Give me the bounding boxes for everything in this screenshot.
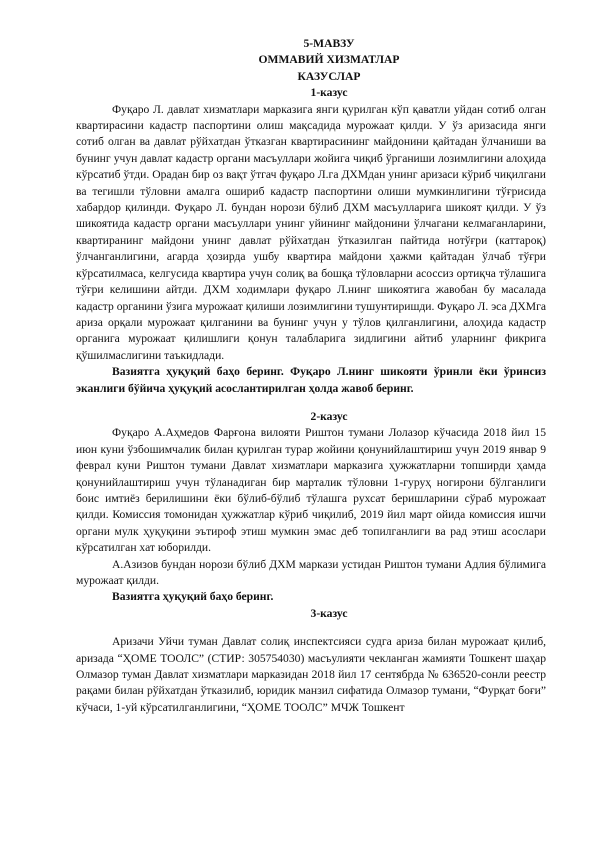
case-1-body: Фуқаро Л. давлат хизматлари марказига янги қурилган кўп қаватли уйдан сотиб олган квартирасини кадастр паспортини олиш мақсадида мурожаат қилди. У ўз аризасида янги сотиб олган ва давлат рўйхатдан ўтказган квартирасининг майдонини қайтадан ўлчаниши ва бунинг учун давлат кадастр органи масъуллари жойига чиқиб ўрганиши лозимлигини алоҳида кўрсатиб ўтди. Орадан бир оз вақт ўтгач фуқаро Л.га ДХМдан унинг аризаси кўриб чиқилгани ва тегишли тўловни амалга ошириб кадастр паспортини олиши мумкинлигини тўғрисида хабардор қилинди. Фуқаро Л. бундан норози бўлиб ДХМ масъулларига шикоят қилди. У ўз шикоятида кадастр органи масъуллари унинг уйининг майдонини ўлчагани келмаганларини, квартиранинг майдони унинг давлат рўйхатдан ўтказилган пайтида нотўғри (каттароқ) ўлчанганлигини, агарда ҳозирда ушбу квартира майдони ҳажми қайтадан ўлчаб тўғри кўрсатилмаса, келгусида квартира учун солиқ ва бошқа тўловларни асоссиз ортиқча тўлашига тўғри келишини айтди. ДХМ ходимлари фуқаро Л.нинг шикоятига жавобан бу масалада кадастр органини ўзига мурожаат қилиши лозимлигини тушунтиришди. Фуқаро Л. эса ДХМга ариза орқали мурожаат қилганини ва бунинг учун у тўлов қилганлигини, алоҳида кадастр органига мурожаат қилишлиги қонун талабларига зидлигини айтиб уларнинг фикрига қўшилмаслигини таъкидлади. — [76, 102, 546, 362]
case-2-body-2: А.Азизов бундан норози бўлиб ДХМ маркази устидан Риштон тумани Адлия бўлимига мурожаат қилди. — [76, 557, 546, 587]
topic-number: 5-МАВЗУ — [303, 37, 355, 50]
case-1 — [76, 85, 546, 397]
document-title: ОММАВИЙ ХИЗМАТЛАР — [258, 53, 400, 67]
case-1-heading: 1-казус — [310, 86, 348, 100]
case-2-body-1: Фуқаро А.Аҳмедов Фарғона вилояти Риштон тумани Лолазор кўчасида 2018 йил 15 июн куни ўзбошимчалик билан қурилган турар жойини қонунийлаштириш учун 2019 январ 9 феврал куни Риштон тумани Давлат хизматлари марказига ҳужжатларни топширди ҳамда қонунийлаштириш учун тўланадиган бир марталик тўловни 1-гуруҳ ногирони бўлганлиги боис имтиёз берилишини ёки бўлиб-бўлиб тўлашга рухсат беришларини сўраб мурожаат қилди. Комиссия томонидан ҳужжатлар кўриб чиқилиб, 2019 йил март ойида комиссия ишчи органи мулк ҳуқуқини эътироф этиш мумкин эмас деб топилганлиги ва рад этиш асослари кўрсатилган хат юборилди. — [76, 426, 546, 555]
case-3-heading: 3-казус — [310, 606, 348, 620]
section-spacer — [76, 397, 546, 409]
case-3 — [76, 606, 546, 716]
case-2 — [76, 409, 546, 606]
case-1-task: Вазиятга ҳуқуқий баҳо беринг. Фуқаро Л.нинг шикояти ўринли ёки ўринсиз эканлиги бўйича ҳуқуқий асослантирилган ҳолда жавоб беринг. — [76, 365, 546, 395]
case-2-heading: 2-казус — [310, 409, 348, 423]
case-3-body: Аризачи Уйчи туман Давлат солиқ инспектсияси судга ариза билан мурожаат қилиб, аризада “ҲОМЕ ТООЛС” (СТИР: 305754030) масъулияти чекланган жамияти Тошкент шаҳар Олмазор туман Давлат хизматлари марказидан 2018 йил 17 сентябрда № 636520-сонли реестр рақами билан рўйхатдан ўтказилиб, юридик манзил сифатида Олмазор тумани, “Фурқат боғи” кўчаси, 1-уй кўрсатилганлигини, “ҲОМЕ ТООЛС” МЧЖ Тошкент — [76, 635, 546, 714]
case-2-task: Вазиятга ҳуқуқий баҳо беринг. — [112, 590, 274, 604]
document-subtitle: КАЗУСЛАР — [297, 69, 361, 83]
section-spacer — [76, 622, 546, 634]
